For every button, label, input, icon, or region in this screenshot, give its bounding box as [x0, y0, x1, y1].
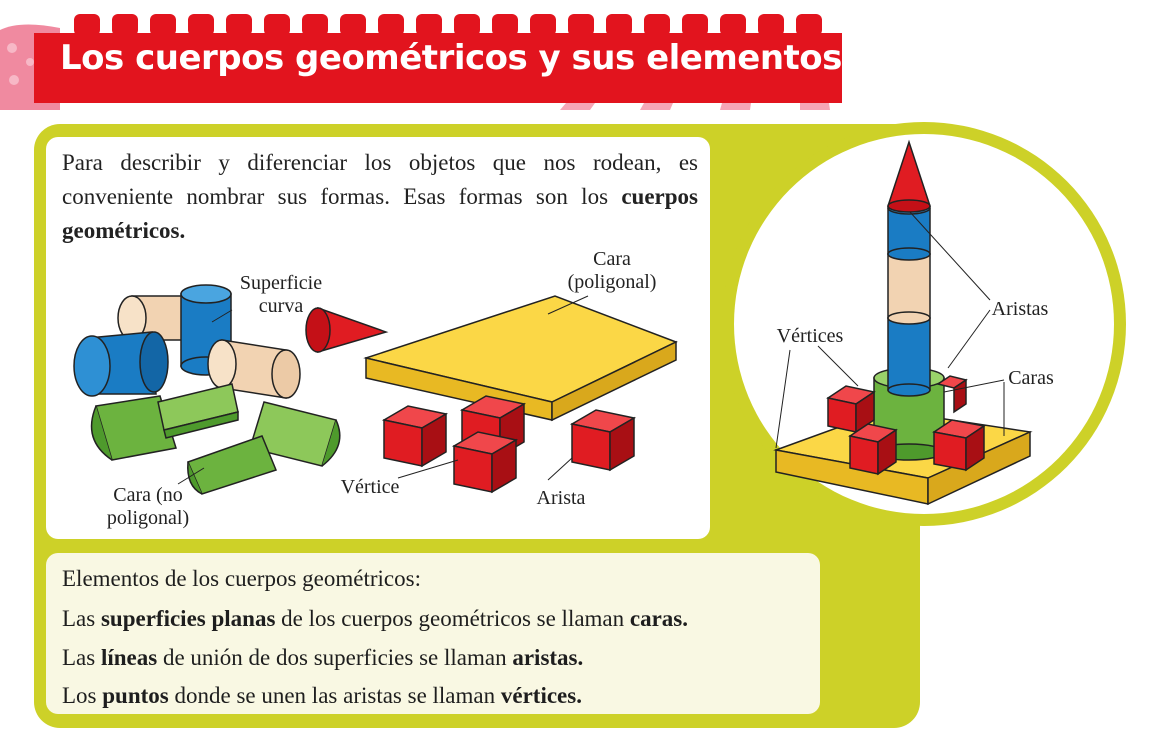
- elements-line-3: [62, 683, 582, 709]
- l1-c: de los cuerpos geométricos se llaman: [275, 606, 630, 631]
- label-vertice: Vértice: [340, 476, 400, 498]
- rocket-cone: [888, 142, 930, 212]
- elements-heading: Elementos de los cuerpos geométricos:: [62, 566, 421, 591]
- l3-b1: puntos: [102, 683, 169, 708]
- label-aristas: Aristas: [991, 298, 1049, 320]
- l3-b2: vértices.: [500, 683, 582, 708]
- l3-c: donde se unen las aristas se llaman: [168, 683, 501, 708]
- label-cara-no-poligonal: Cara (no poligonal): [106, 484, 190, 529]
- l2-c: de unión de dos superficies se llaman: [157, 645, 513, 670]
- label-cara-poligonal: Cara (poligonal): [567, 248, 657, 293]
- l1-a: Las: [62, 606, 101, 631]
- l2-b1: líneas: [100, 645, 158, 670]
- label-superficie-curva: Superficie curva: [239, 272, 323, 317]
- label-arista: Arista: [536, 487, 586, 509]
- intro-part1: Para describir y diferenciar los objetos que nos rodean, es conveniente nombrar sus formas. Esas formas son los: [62, 150, 698, 209]
- elements-line-1: [62, 606, 688, 632]
- l3-a: Los: [62, 683, 103, 708]
- l1-b2: caras.: [629, 606, 689, 631]
- rocket-column: [888, 202, 930, 396]
- l2-a: Las: [62, 645, 101, 670]
- label-caras: Caras: [1008, 367, 1054, 389]
- l2-b2: aristas.: [512, 645, 584, 670]
- label-vertices: Vértices: [776, 325, 844, 347]
- page-title: Los cuerpos geométricos y sus elementos: [60, 38, 842, 78]
- l1-b1: superficies planas: [100, 606, 276, 631]
- intro-bold: cuerpos geométricos.: [62, 184, 698, 243]
- elements-line-2: [62, 645, 583, 671]
